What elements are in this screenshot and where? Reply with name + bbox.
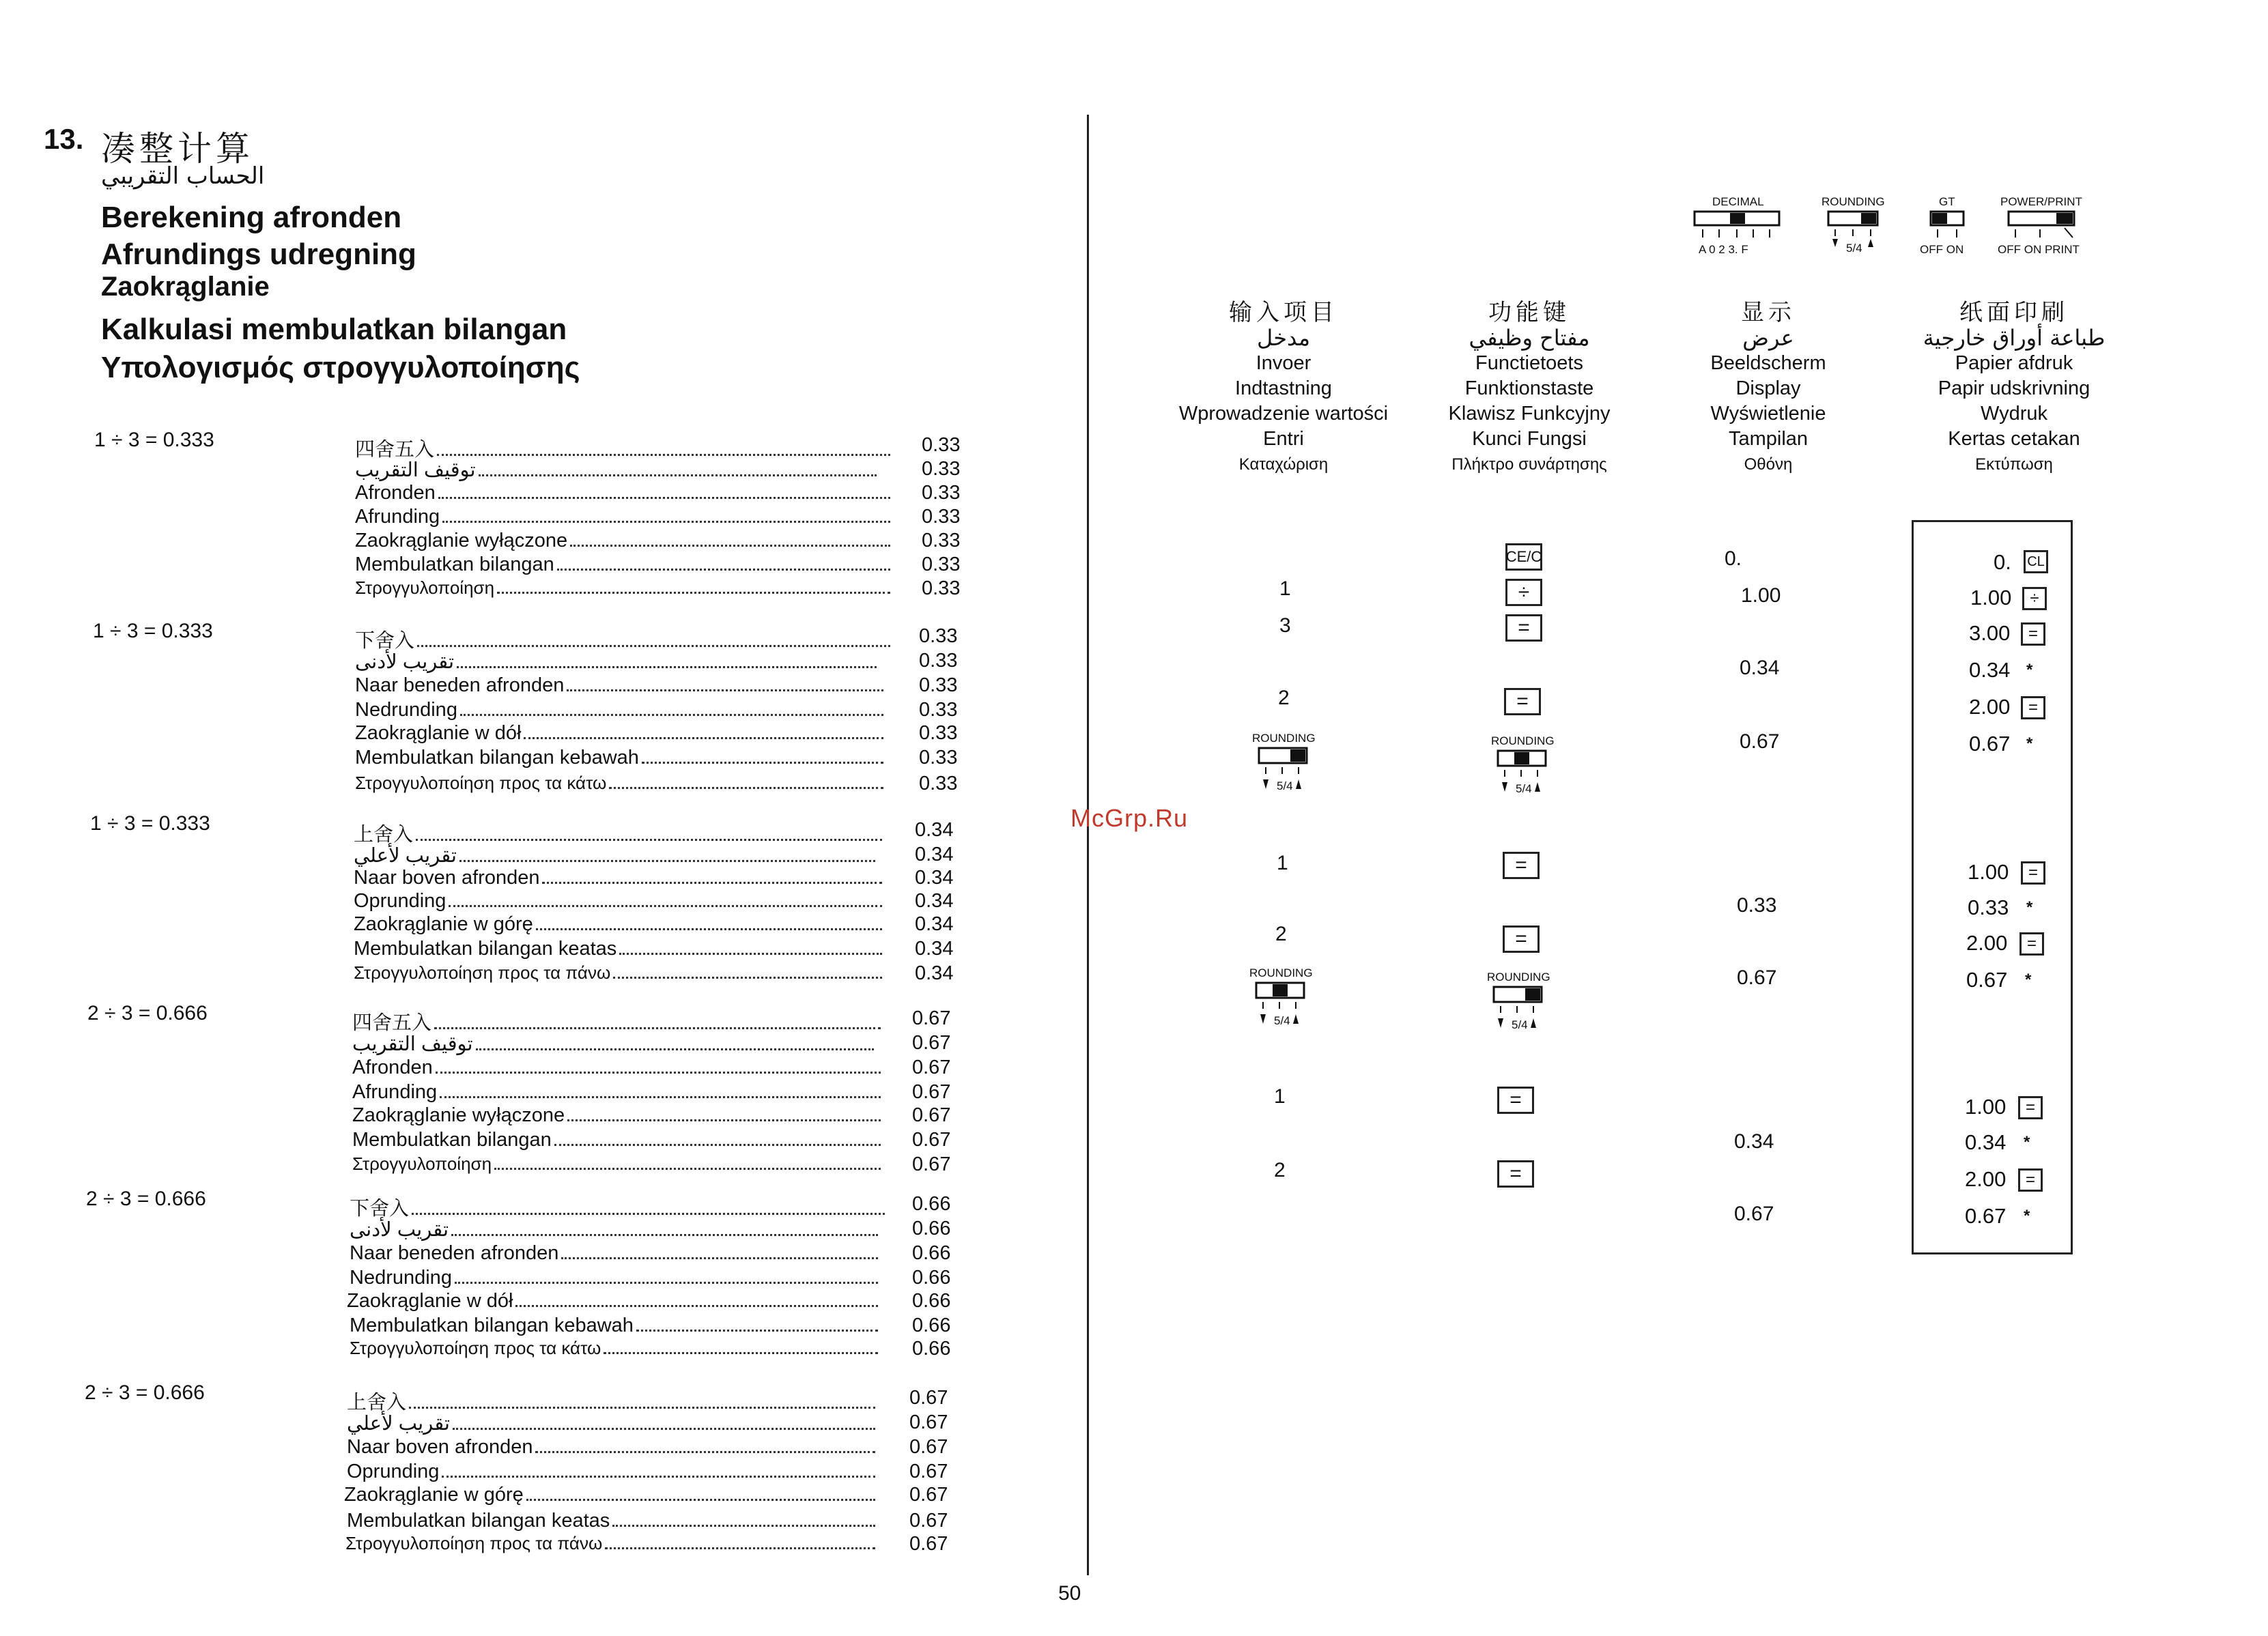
display-value: 0.67 bbox=[1737, 966, 1777, 989]
result-row: Afrunding 0.33 bbox=[355, 506, 961, 528]
result-row: Στρογγυλοποίηση προς τα πάνω 0.67 bbox=[345, 1533, 948, 1555]
asterisk-symbol: * bbox=[2026, 661, 2033, 679]
print-value: 0. bbox=[1994, 550, 2011, 574]
print-value: 0.34 bbox=[1969, 658, 2011, 682]
title-danish: Afrundings udregning bbox=[101, 238, 416, 271]
result-row: Zaokrąglanie w górę 0.67 bbox=[344, 1484, 948, 1506]
entry-value: 2 bbox=[1274, 1159, 1286, 1181]
result-row: Naar beneden afronden 0.66 bbox=[350, 1242, 951, 1264]
equals-key: = bbox=[1505, 614, 1542, 642]
title-dutch: Berekening afronden bbox=[101, 201, 402, 234]
entry-value: 1 bbox=[1274, 1085, 1286, 1108]
result-row: Στρογγυλοποίηση προς τα κάτω 0.66 bbox=[350, 1338, 951, 1360]
title-indonesian: Kalkulasi membulatkan bilangan bbox=[101, 313, 567, 346]
result-row: تقريب لأعلي 0.67 bbox=[347, 1411, 948, 1435]
header-entry: 输入项目 مدخل Invoer Indtastning Wprowadzenie wartości Entri Καταχώριση bbox=[1178, 300, 1389, 474]
gt-switch bbox=[1929, 209, 1968, 240]
title-polish: Zaokrąglanie bbox=[101, 272, 270, 302]
rounding-switch-ticks: 5/4 bbox=[1512, 1018, 1528, 1031]
result-row: 上舍入 0.34 bbox=[354, 819, 954, 846]
result-row: Zaokrąglanie wyłączone 0.33 bbox=[355, 530, 961, 551]
divide-symbol: ÷ bbox=[2022, 587, 2047, 610]
result-row: Membulatkan bilangan keatas 0.34 bbox=[354, 938, 954, 960]
display-value: 0.34 bbox=[1740, 657, 1780, 679]
title-greek: Υπολογισμός στρογγυλοποίησης bbox=[101, 351, 580, 384]
equation: 1 ÷ 3 = 0.333 bbox=[90, 812, 210, 835]
print-value: 0.67 bbox=[1966, 968, 2008, 992]
rounding-switch-label: ROUNDING bbox=[1491, 734, 1555, 747]
rounding-switch-ticks: 5/4 bbox=[1274, 1014, 1290, 1027]
result-row: 下舍入 0.33 bbox=[355, 625, 958, 652]
display-value: 0.67 bbox=[1734, 1203, 1774, 1225]
display-value: 0.67 bbox=[1740, 730, 1780, 753]
result-row: Zaokrąglanie w górę 0.34 bbox=[354, 913, 954, 935]
result-row: Zaokrąglanie wyłączone 0.67 bbox=[352, 1104, 951, 1126]
power-switch-label: POWER/PRINT bbox=[2000, 195, 2082, 208]
result-row: تقريب لأدنى 0.66 bbox=[350, 1218, 951, 1241]
display-value: 0.34 bbox=[1734, 1130, 1774, 1153]
result-row: Membulatkan bilangan kebawah 0.33 bbox=[355, 747, 958, 769]
result-row: Nedrunding 0.33 bbox=[355, 699, 958, 721]
title-arabic: الحساب التقريبي bbox=[101, 162, 265, 190]
print-value: 2.00 bbox=[1965, 1167, 2007, 1191]
print-value: 0.34 bbox=[1965, 1130, 2007, 1154]
result-row: 上舍入 0.67 bbox=[347, 1387, 948, 1413]
result-row: توقيف التقريب 0.33 bbox=[355, 458, 961, 481]
asterisk-symbol: * bbox=[2026, 898, 2033, 917]
divide-key: ÷ bbox=[1505, 579, 1542, 606]
result-row: 四舍五入 0.33 bbox=[355, 434, 961, 461]
rounding-switch-label: ROUNDING bbox=[1249, 966, 1313, 979]
equation: 2 ÷ 3 = 0.666 bbox=[86, 1188, 206, 1210]
print-value: 1.00 bbox=[1970, 586, 2012, 609]
gt-switch-label: GT bbox=[1939, 195, 1955, 208]
result-row: Afronden 0.33 bbox=[355, 482, 961, 504]
result-row: 下舍入 0.66 bbox=[350, 1193, 951, 1220]
entry-value: 1 bbox=[1279, 577, 1291, 600]
title-chinese: 凑整计算 bbox=[101, 130, 254, 168]
decimal-switch-ticks: A 0 2 3. F bbox=[1699, 243, 1748, 256]
page-divider bbox=[1087, 115, 1089, 1575]
asterisk-symbol: * bbox=[2024, 1133, 2030, 1151]
equation: 2 ÷ 3 = 0.666 bbox=[85, 1381, 205, 1404]
asterisk-symbol: * bbox=[2025, 971, 2032, 989]
equals-key: = bbox=[1504, 688, 1541, 715]
equals-symbol: = bbox=[2021, 622, 2045, 646]
clear-symbol: CL bbox=[2024, 550, 2048, 573]
result-row: Afronden 0.67 bbox=[352, 1057, 951, 1078]
result-row: Oprunding 0.67 bbox=[347, 1461, 948, 1482]
section-number: 13. bbox=[44, 123, 84, 155]
header-display: 显示 عرض Beeldscherm Display Wyświetlenie Tampilan Οθόνη bbox=[1710, 300, 1826, 474]
equals-symbol: = bbox=[2021, 861, 2045, 885]
result-row: Στρογγυλοποίηση 0.67 bbox=[352, 1153, 951, 1175]
result-row: Στρογγυλοποίηση 0.33 bbox=[355, 577, 961, 599]
decimal-switch bbox=[1693, 209, 1782, 240]
print-value: 1.00 bbox=[1968, 860, 2009, 884]
power-switch-ticks: OFF ON PRINT bbox=[1998, 243, 2080, 256]
equals-key: = bbox=[1503, 852, 1540, 879]
result-row: Membulatkan bilangan 0.67 bbox=[352, 1129, 951, 1151]
result-row: Afrunding 0.67 bbox=[352, 1081, 951, 1103]
result-row: توقيف التقريب 0.67 bbox=[352, 1032, 951, 1055]
entry-value: 2 bbox=[1278, 687, 1290, 709]
print-value: 0.67 bbox=[1969, 732, 2011, 756]
equation: 2 ÷ 3 = 0.666 bbox=[87, 1002, 208, 1024]
result-row: تقريب لأدنى 0.33 bbox=[355, 650, 958, 673]
result-row: Nedrunding 0.66 bbox=[350, 1267, 951, 1289]
result-row: 四舍五入 0.67 bbox=[352, 1007, 951, 1034]
print-value: 2.00 bbox=[1969, 695, 2011, 719]
header-function-key: 功能键 مفتاح وظيفي Functietoets Funktionstaste Klawisz Funkcyjny Kunci Fungsi Πλήκτρο συνάρτησης bbox=[1448, 300, 1611, 474]
decimal-switch-label: DECIMAL bbox=[1712, 195, 1764, 208]
rounding-switch-ticks: 5/4 bbox=[1277, 779, 1293, 792]
header-print: 纸面印刷 طباعة أوراق خارجية Papier afdruk Papir udskrivning Wydruk Kertas cetakan Εκτύπωση bbox=[1923, 300, 2106, 474]
print-value: 0.33 bbox=[1968, 895, 2009, 919]
entry-value: 1 bbox=[1277, 852, 1288, 874]
print-value: 3.00 bbox=[1969, 621, 2011, 645]
watermark: McGrp.Ru bbox=[1071, 804, 1189, 832]
result-row: Naar beneden afronden 0.33 bbox=[355, 674, 958, 696]
result-row: Naar boven afronden 0.67 bbox=[347, 1436, 948, 1458]
result-row: تقريب لأعلي 0.34 bbox=[354, 844, 954, 867]
result-row: Naar boven afronden 0.34 bbox=[354, 867, 954, 889]
equals-key: = bbox=[1503, 925, 1540, 953]
entry-value: 2 bbox=[1275, 923, 1287, 945]
print-value: 0.67 bbox=[1965, 1204, 2007, 1228]
result-row: Zaokrąglanie w dół 0.33 bbox=[355, 722, 958, 744]
rounding-switch-label: ROUNDING bbox=[1822, 195, 1885, 208]
equals-symbol: = bbox=[2019, 932, 2044, 956]
print-value: 1.00 bbox=[1965, 1095, 2007, 1119]
result-row: Στρογγυλοποίηση προς τα κάτω 0.33 bbox=[355, 773, 958, 794]
result-row: Στρογγυλοποίηση προς τα πάνω 0.34 bbox=[354, 962, 954, 984]
rounding-switch-ticks: 5/4 bbox=[1516, 782, 1532, 795]
equation: 1 ÷ 3 = 0.333 bbox=[94, 429, 214, 451]
display-value: 0. bbox=[1725, 547, 1742, 570]
page-number: 50 bbox=[1058, 1582, 1081, 1605]
result-row: Oprunding 0.34 bbox=[354, 890, 954, 912]
gt-switch-ticks: OFF ON bbox=[1920, 243, 1964, 256]
result-row: Membulatkan bilangan 0.33 bbox=[355, 554, 961, 575]
result-row: Membulatkan bilangan keatas 0.67 bbox=[347, 1510, 948, 1532]
result-row: Zaokrąglanie w dół 0.66 bbox=[347, 1290, 951, 1312]
asterisk-symbol: * bbox=[2024, 1207, 2030, 1225]
entry-value: 3 bbox=[1279, 614, 1291, 637]
equals-key: = bbox=[1497, 1087, 1534, 1114]
result-row: Membulatkan bilangan kebawah 0.66 bbox=[350, 1315, 951, 1336]
rounding-switch-label: ROUNDING bbox=[1487, 971, 1550, 984]
rounding-switch-ticks: 5/4 bbox=[1846, 242, 1862, 255]
print-value: 2.00 bbox=[1966, 931, 2008, 955]
equals-symbol: = bbox=[2021, 696, 2045, 719]
display-value: 0.33 bbox=[1737, 894, 1777, 917]
equals-symbol: = bbox=[2018, 1096, 2043, 1119]
equals-key: = bbox=[1497, 1160, 1534, 1188]
equals-symbol: = bbox=[2018, 1168, 2043, 1192]
asterisk-symbol: * bbox=[2026, 734, 2033, 753]
equation: 1 ÷ 3 = 0.333 bbox=[93, 620, 213, 642]
power-switch bbox=[2007, 209, 2078, 240]
rounding-switch-label: ROUNDING bbox=[1252, 732, 1316, 745]
display-value: 1.00 bbox=[1741, 584, 1781, 607]
clear-key: CE/C bbox=[1505, 543, 1542, 571]
